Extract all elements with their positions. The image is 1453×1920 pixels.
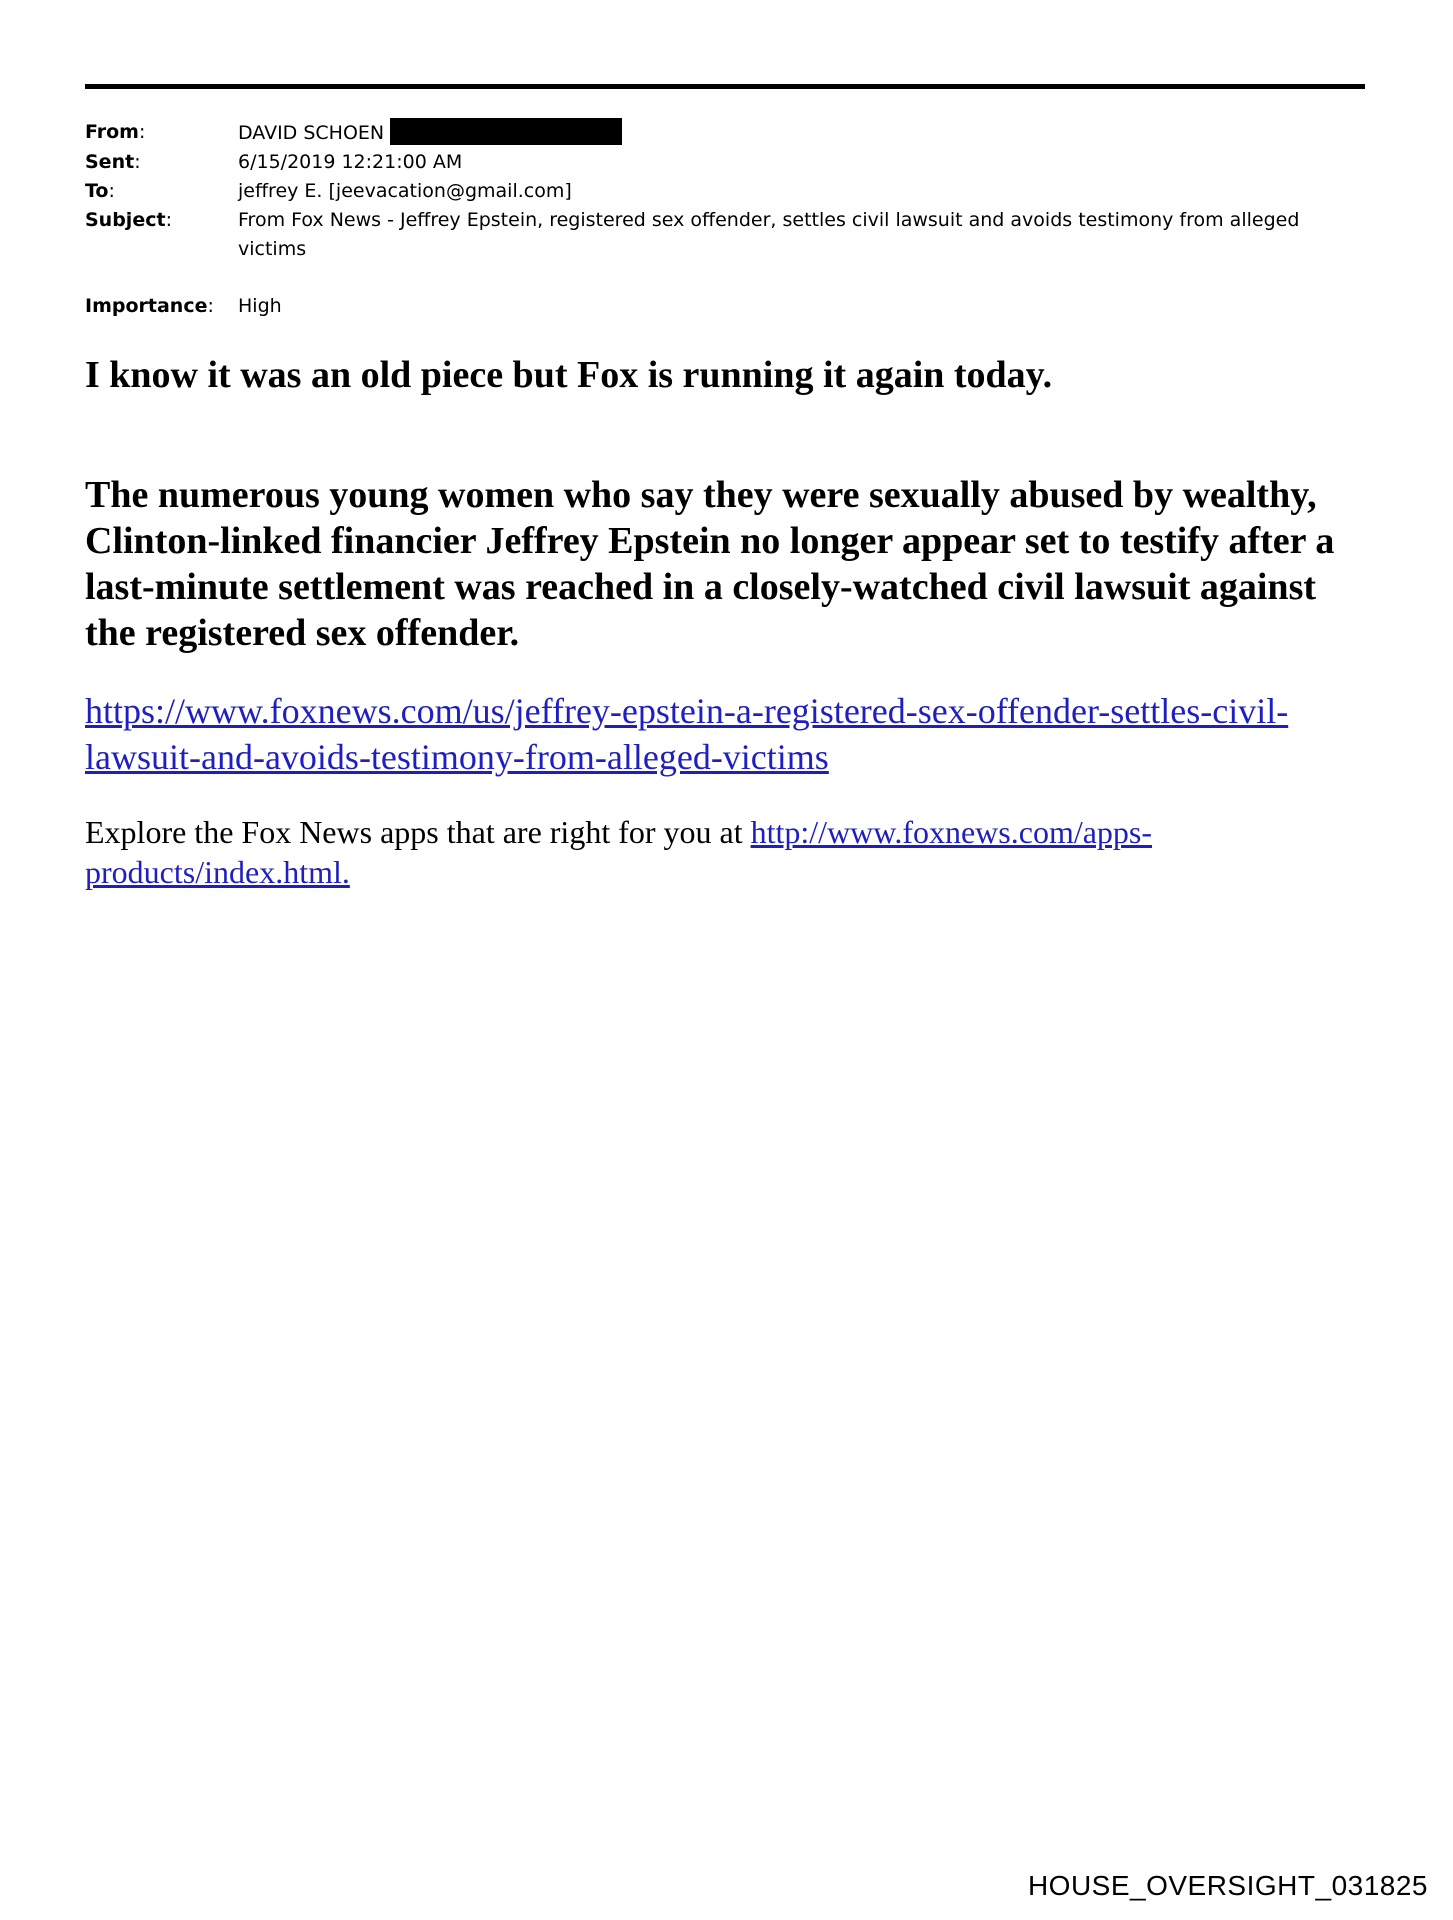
importance-row bbox=[85, 292, 1365, 321]
sent-row bbox=[85, 148, 1365, 177]
header-divider bbox=[85, 84, 1365, 89]
from-row bbox=[85, 118, 1365, 148]
to-value: jeffrey E. [jeevacation@gmail.com] bbox=[238, 180, 572, 202]
importance-label: Importance: bbox=[85, 295, 214, 317]
importance-value: High bbox=[238, 295, 282, 317]
explore-text: Explore the Fox News apps that are right for you at bbox=[85, 814, 751, 850]
email-header bbox=[85, 118, 1365, 321]
subject-row bbox=[85, 206, 1365, 264]
explore-apps-paragraph bbox=[85, 812, 1375, 892]
subject-value: From Fox News - Jeffrey Epstein, registered sex offender, settles civil lawsuit and avoids testimony from alleged victims bbox=[238, 209, 1300, 260]
intro-text: I know it was an old piece but Fox is running it again today. bbox=[85, 354, 1053, 396]
bates-number: HOUSE_OVERSIGHT_031825 bbox=[1027, 1870, 1428, 1901]
redaction-block bbox=[390, 118, 622, 145]
apps-link[interactable]: http://www.foxnews.com/apps-products/index.html. bbox=[85, 814, 1153, 890]
subject-label: Subject: bbox=[85, 209, 172, 231]
article-link[interactable]: https://www.foxnews.com/us/jeffrey-epstein-a-registered-sex-offender-settles-civil-lawsuit-and-avoids-testimony-from-alleged-victims bbox=[85, 691, 1289, 777]
from-label: From: bbox=[85, 121, 146, 143]
to-label: To: bbox=[85, 180, 115, 202]
article-link-paragraph bbox=[85, 688, 1375, 780]
to-row bbox=[85, 177, 1365, 206]
article-summary: The numerous young women who say they were sexually abused by wealthy, Clinton-linked financier Jeffrey Epstein no longer appear set to testify after a last-minute settlement was reached in a closely-watched civil lawsuit against the registered sex offender. bbox=[85, 474, 1335, 654]
sent-label: Sent: bbox=[85, 151, 141, 173]
from-value: DAVID SCHOEN bbox=[238, 118, 1365, 148]
sent-value: 6/15/2019 12:21:00 AM bbox=[238, 151, 463, 173]
